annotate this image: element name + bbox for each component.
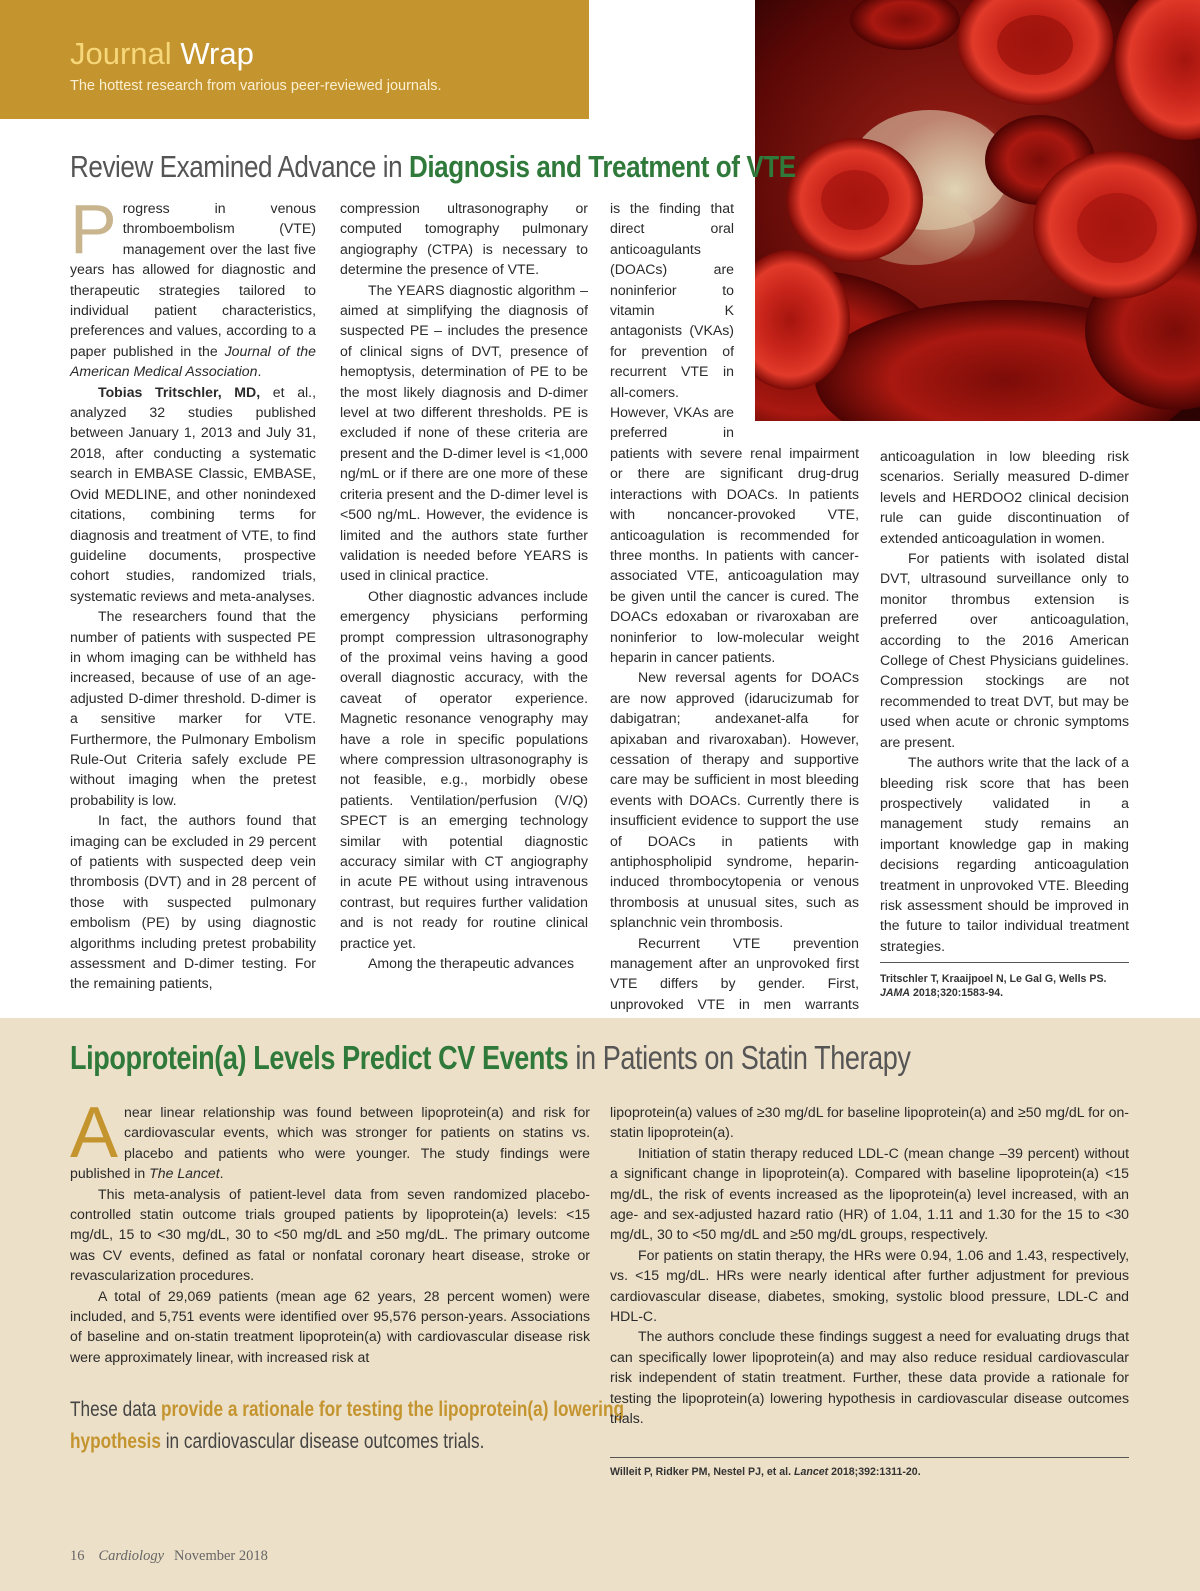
section-title	[70, 38, 254, 69]
article1-citation-line2: 2018;320:1583-94.	[910, 987, 1004, 999]
article1-c2-p2: The YEARS diagnostic algorithm – aimed at simplifying the diagnosis of suspected PE – includes the presence of clinical signs of DVT, presence of hemoptysis, determination of PE to be the most likely diagnosis and D-dimer level at two different thresholds. PE is excluded if none of these criteria are present and the D-dimer level is <1,000 ng/mL or if there are one more of these criteria present and the D-dimer level is <500 ng/mL. However, the evidence is limited and the authors state further validation is needed before YEARS is used in clinical practice.	[340, 281, 588, 584]
pullquote-pre: These data	[70, 1398, 161, 1421]
article1-author: Tobias Tritschler, MD,	[98, 383, 261, 400]
article1-c3-p1: is the finding that direct oral anticoagulants (DOACs) are noninferior to vitamin K antagonists (VKAs) for prevention of recurrent VTE in all-comers. However, VKAs are preferred in patients with severe renal impairment or there are significant drug-drug interactions with DOACs. In patients with noncancer-provoked VTE, anticoagulation is recommended for three months. In patients with cancer-associated VTE, anticoagulation may be given until the cancer is cured. The DOACs edoxaban or rivaroxaban are noninferior to low-molecular weight heparin in cancer patients.	[610, 200, 859, 665]
article2-headline-plain: in Patients on Statin Therapy	[575, 1039, 911, 1076]
issue-date: November 2018	[174, 1548, 268, 1564]
article2-headline	[70, 1040, 910, 1076]
page-number: 16	[70, 1548, 85, 1564]
photo-wrap-spacer	[734, 198, 859, 423]
pullquote-bold: provide a rationale for testing the lipoprotein(a) lowering hypothesis	[70, 1398, 625, 1453]
article1-c1-journal: Journal of the American Medical Association	[70, 342, 316, 380]
article2-column-2	[610, 1102, 1129, 1429]
section-header-band	[0, 0, 589, 119]
article1-c4-p3: The authors write that the lack of a bleeding risk score that has been prospectively validated in a management study remains an important knowledge gap in making decisions regarding anticoagulation treatment in unprovoked VTE. Bleeding risk assessment should be improved in the future to tailor individual treatment strategies.	[880, 754, 1129, 954]
section-subtitle: The hottest research from various peer-reviewed journals.	[70, 78, 442, 94]
article1-headline-bold: Diagnosis and Treatment of VTE	[408, 149, 796, 184]
article2-c2-p1: lipoprotein(a) values of ≥30 mg/dL for baseline lipoprotein(a) and ≥50 mg/dL for on-statin lipoprotein(a).	[610, 1104, 1129, 1141]
article1-citation-rule	[880, 962, 1129, 963]
article2-c1-p2: This meta-analysis of patient-level data from seven randomized placebo-controlled statin outcome trials grouped patients by lipoprotein(a) levels: <15 mg/dL, 15 to <30 mg/dL, 30 to <50 mg/dL and ≥50 mg/dL. The primary outcome was CV events, defined as fatal or nonfatal coronary heart disease, stroke or revascularization procedures.	[70, 1185, 590, 1284]
article2-c1-p1: near linear relationship was found between lipoprotein(a) and risk for cardiovascular events, which was stronger for patients on statins vs. placebo and patients who were younger. The study findings were published in	[70, 1104, 590, 1182]
magazine-name: Cardiology	[98, 1548, 165, 1564]
article1-column-1	[70, 190, 317, 994]
article2-citation-rule	[610, 1457, 1129, 1458]
article2-citation-post: 2018;392:1311-20.	[828, 1466, 921, 1478]
article2-c2-p2: Initiation of statin therapy reduced LDL-C (mean change –39 percent) without a significant change in lipoprotein(a). Compared with baseline lipoprotein(a) <15 mg/dL, the risk of events increased as the lipoprotein(a) level increased, with an age- and sex-adjusted hazard ratio (HR) of 1.04, 1.11 and 1.30 for the 15 to <30 mg/dL, 30 to <50 mg/dL and ≥50 mg/dL groups, respectively.	[610, 1144, 1129, 1243]
article2-citation-journal: Lancet	[794, 1466, 829, 1478]
article1-citation-line1: Tritschler T, Kraaijpoel N, Le Gal G, Wells PS.	[880, 973, 1107, 985]
article1-citation	[880, 972, 1129, 1000]
article2-c1-p3: A total of 29,069 patients (mean age 62 years, 28 percent women) were included, and 5,751 events were identified over 95,576 person-years. Associations of baseline and on-statin treatment lipoprotein(a) with cardiovascular disease risk were approximately linear, with increased risk at	[70, 1287, 590, 1365]
article1-c2-p1: compression ultrasonography or computed tomography pulmonary angiography (CTPA) is necessary to determine the presence of VTE.	[340, 200, 588, 278]
section-title-word2: Wrap	[180, 36, 254, 71]
article2-c2-p4: The authors conclude these findings suggest a need for evaluating drugs that can specifically lower lipoprotein(a) and may also reduce residual cardiovascular risk independent of statin treatment. Further, these data provide a rationale for testing the lipoprotein(a) lowering hypothesis in cardiovascular disease outcomes trials.	[610, 1328, 1129, 1427]
article1-c1-p1-end: .	[257, 363, 262, 380]
article2-headline-bold: Lipoprotein(a) Levels Predict CV Events	[70, 1039, 569, 1076]
article2-dropcap: A	[70, 1093, 119, 1173]
article1-c1-p3: The researchers found that the number of patients with suspected PE in whom imaging can be withheld has increased, because of use of an age-adjusted D-dimer threshold. D-dimer is a sensitive marker for VTE. Furthermore, the Pulmonary Embolism Rule-Out Criteria safely exclude PE without imaging when the pretest probability is low.	[70, 608, 316, 808]
pullquote-post: in cardiovascular disease outcomes trials.	[160, 1430, 485, 1453]
article2-c1-p1-end: .	[219, 1165, 224, 1182]
article1-c2-p3: Other diagnostic advances include emergency physicians performing prompt compression ultrasonography of the proximal veins having a good overall diagnostic accuracy, with the caveat of operator experience. Magnetic resonance venography may have a role in specific populations where compression ultrasonography is not feasible, e.g., morbidly obese patients. Ventilation/perfusion (V/Q) SPECT is an emerging technology similar with potential diagnostic accuracy similar with CT angiography in acute PE without using intravenous contrast, but requires further validation and is not ready for routine clinical practice yet.	[340, 587, 588, 951]
article1-column-2	[340, 198, 588, 973]
article1-c3-p2: New reversal agents for DOACs are now approved (idarucizumab for dabigatran; andexanet-alfa for apixaban and rivaroxaban). However, cessation of therapy and supportive care may be sufficient in most bleeding events with DOACs. Currently there is insufficient evidence to support the use of DOACs in patients with antiphospholipid syndrome, heparin-induced thrombocytopenia or venous thrombosis at unusual sites, such as splanchnic vein thrombosis.	[610, 669, 859, 931]
article1-c4-p1: anticoagulation in low bleeding risk scenarios. Serially measured D-dimer levels and HERDOO2 clinical decision rule can guide discontinuation of extended anticoagulation in women.	[880, 448, 1129, 546]
article1-c2-p4: Among the therapeutic advances	[368, 955, 575, 972]
article2-c1-journal: The Lancet	[149, 1165, 220, 1182]
article1-headline	[70, 149, 796, 184]
article2-c2-p3: For patients on statin therapy, the HRs were 0.94, 1.06 and 1.43, respectively, vs. <15 mg/dL. HRs were nearly identical after further adjustment for previous cardiovascular disease, diabetes, smoking, systolic blood pressure, LDL-C and HDL-C.	[610, 1246, 1129, 1325]
article1-column-3	[610, 198, 859, 1035]
article2-citation	[610, 1465, 1129, 1479]
article1-c3-p3: Recurrent VTE prevention management after an unprovoked first VTE differs by gender. First, unprovoked VTE in men warrants	[610, 934, 859, 1012]
article1-c1-p4: In fact, the authors found that imaging can be excluded in 29 percent of patients with suspected deep vein thrombosis (DVT) and in 28 percent of those with suspected pulmonary embolism (PE) by using diagnostic algorithms including pretest probability assessment and D-dimer testing. For the remaining patients,	[70, 812, 316, 992]
article2-pullquote	[70, 1394, 628, 1458]
article1-c1-p2: et al., analyzed 32 studies published between January 1, 2013 and July 31, 2018, after conducting a systematic search in EMBASE Classic, EMBASE, Ovid MEDLINE, and other nonindexed citations, combining terms for diagnosis and treatment of VTE, to find guideline documents, prospective cohort studies, randomized trials, systematic reviews and meta-analyses.	[70, 383, 317, 604]
article1-headline-plain: Review Examined Advance in	[70, 149, 403, 184]
article2-citation-pre: Willeit P, Ridker PM, Nestel PJ, et al.	[610, 1466, 794, 1478]
article1-citation-journal: JAMA	[880, 987, 911, 999]
page-footer	[70, 1548, 268, 1565]
article1-c4-p2: For patients with isolated distal DVT, ultrasound surveillance only to monitor thrombus extension is preferred over anticoagulation, according to the 2016 American College of Chest Physicians guidelines. Compression stockings are not recommended to treat DVT, but may be used when acute or chronic symptoms are present.	[880, 550, 1129, 750]
article1-c1-p1: rogress in venous thromboembolism (VTE) management over the last five years has allowed for diagnostic and therapeutic strategies tailored to individual patient characteristics, preferences and values, according to a paper published in the	[70, 200, 316, 359]
article2-column-1	[70, 1093, 590, 1367]
article1-column-4	[880, 446, 1129, 956]
article1-dropcap: P	[70, 190, 117, 268]
section-title-word1: Journal	[70, 36, 172, 71]
